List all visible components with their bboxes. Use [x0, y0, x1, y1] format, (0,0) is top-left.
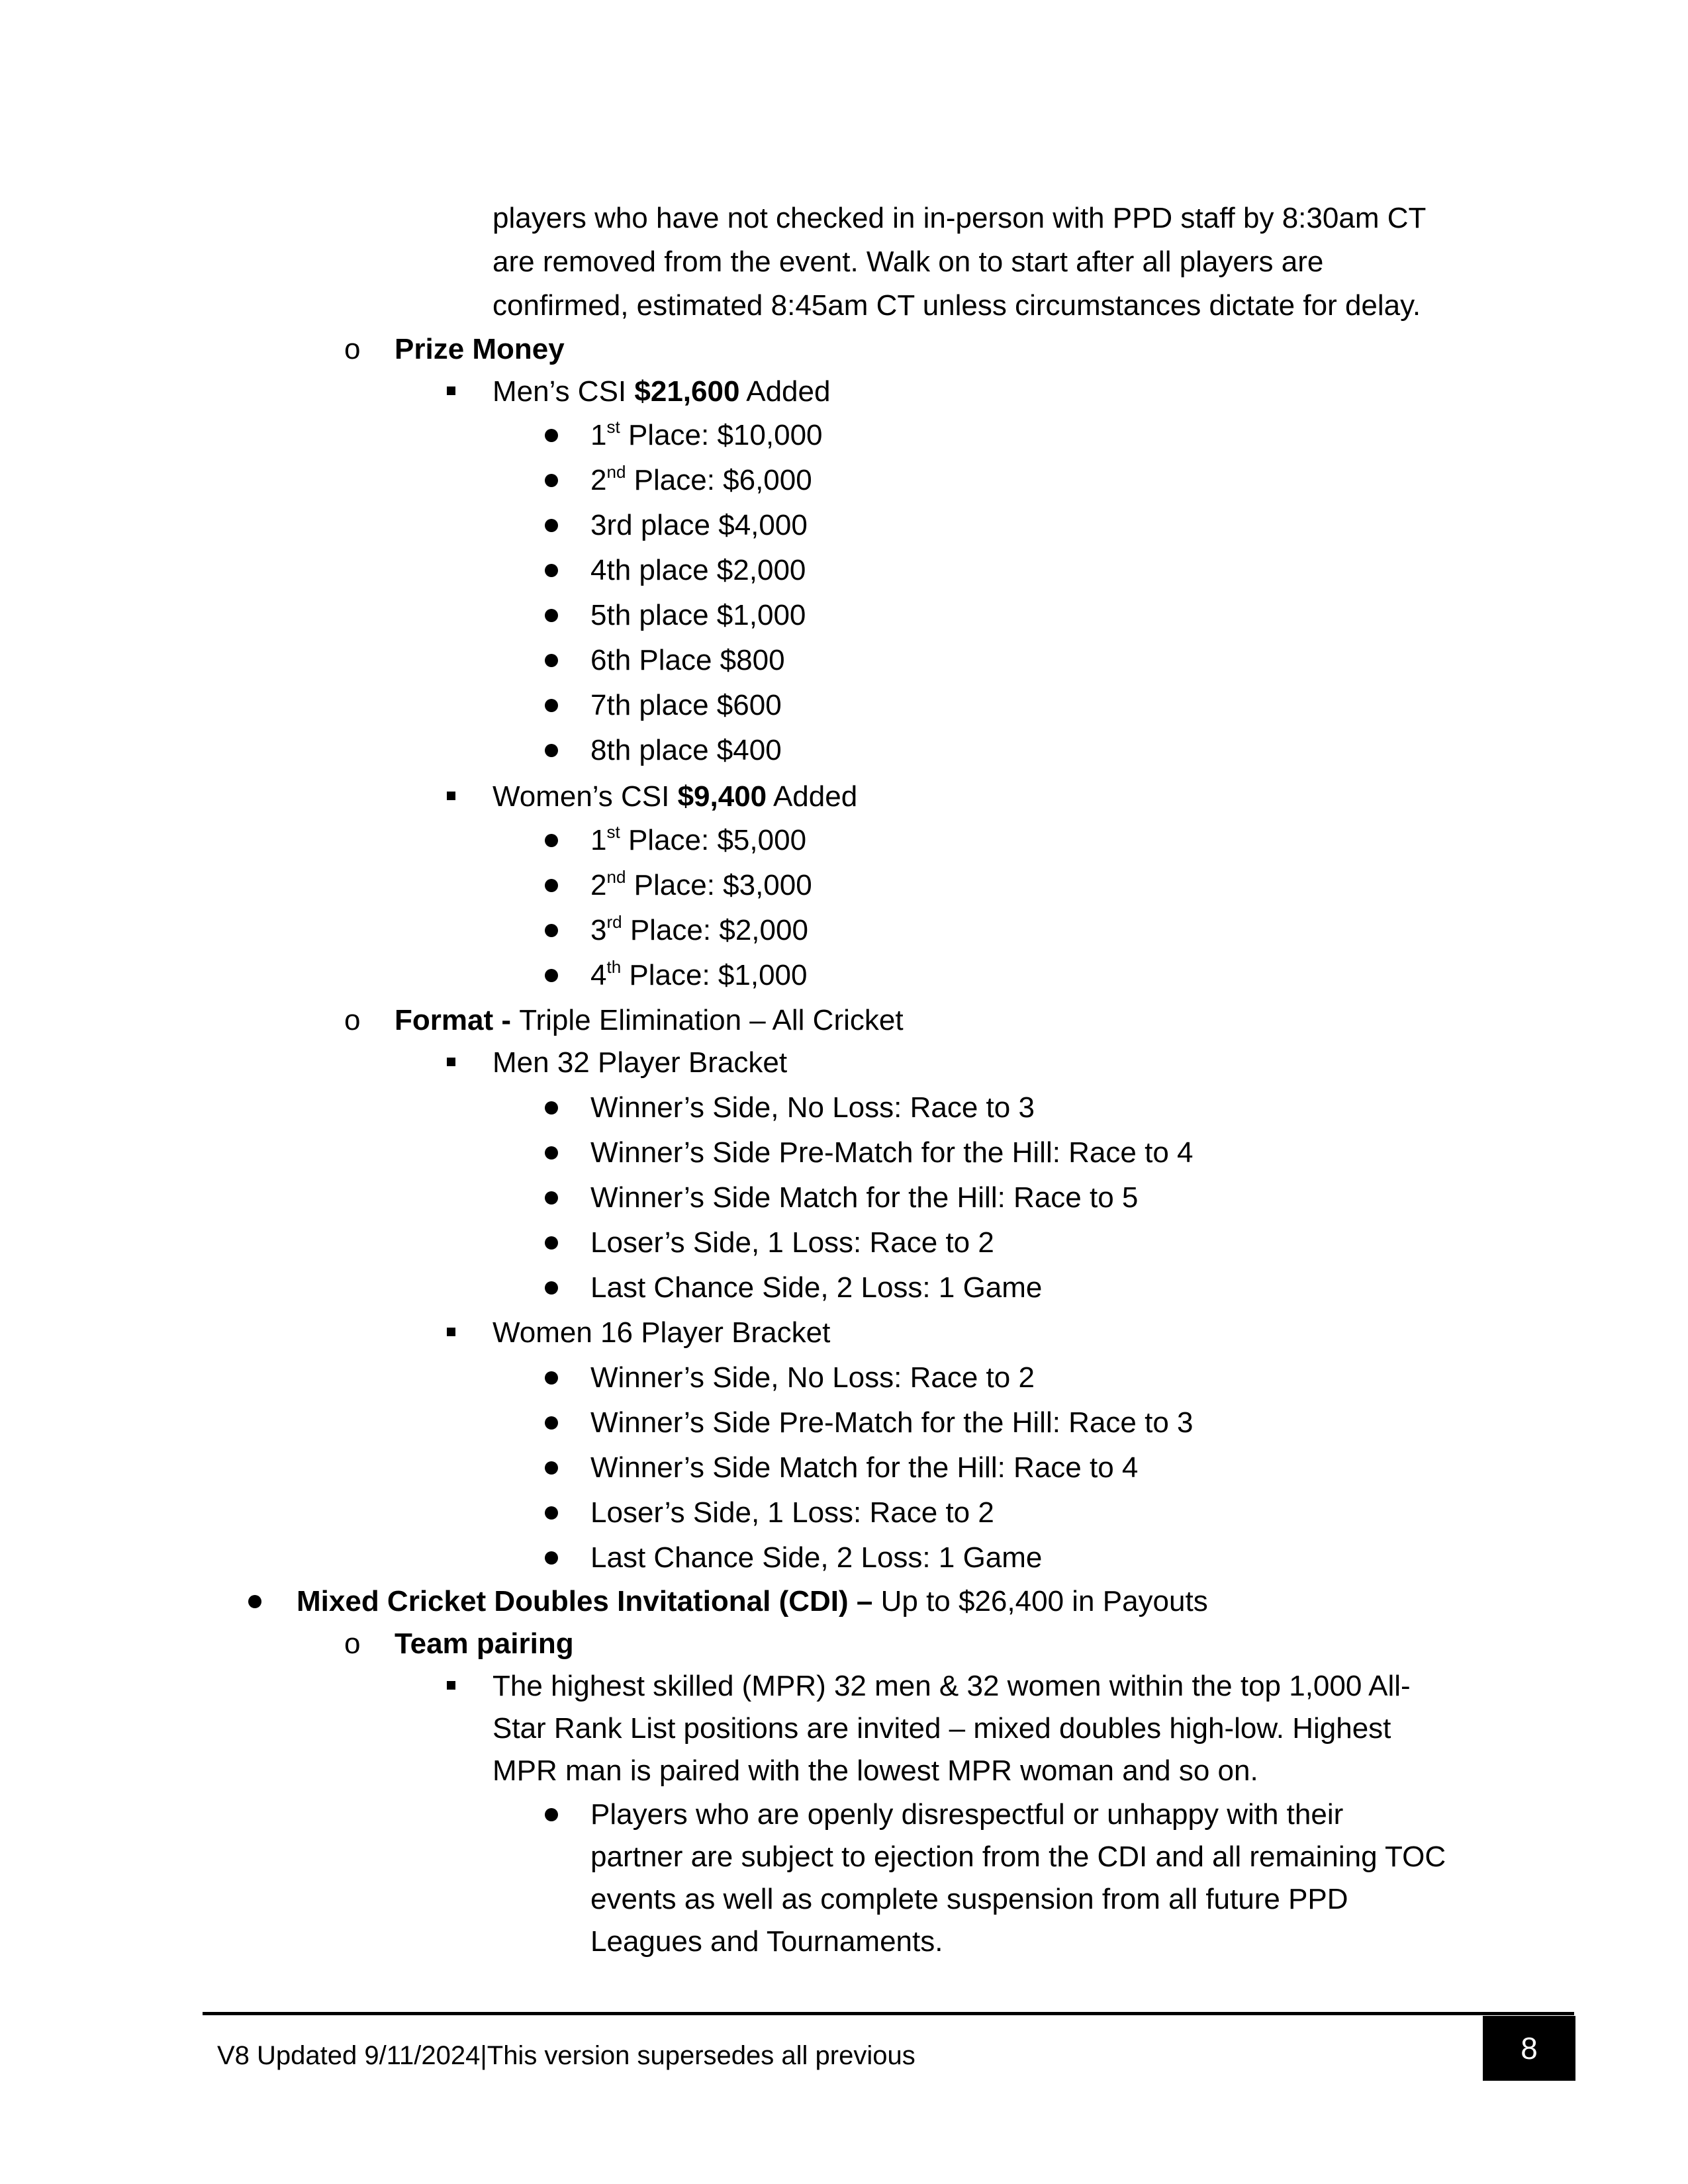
place-number: 1: [590, 824, 607, 856]
place-suffix: nd: [606, 462, 626, 482]
bullet-icon: [545, 879, 558, 892]
bracket-item: Winner’s Side, No Loss: Race to 3: [590, 1091, 1035, 1124]
place-text: 4th place $2,000: [590, 554, 806, 586]
bullet-icon: [545, 1461, 558, 1475]
circle-bullet-icon: o: [344, 333, 361, 365]
mens-csi-suffix: Added: [739, 375, 831, 408]
bullet-icon: [248, 1595, 261, 1608]
square-bullet-icon: [447, 387, 455, 395]
bullet-icon: [545, 1416, 558, 1430]
bullet-icon: [545, 1281, 558, 1295]
mens-csi-prefix: Men’s CSI: [492, 375, 635, 408]
prize-place: [590, 416, 823, 455]
bullet-icon: [545, 474, 558, 487]
women-bracket-title: Women 16 Player Bracket: [492, 1316, 831, 1349]
bullet-icon: [545, 564, 558, 577]
prize-place: [590, 551, 806, 590]
bullet-icon: [545, 924, 558, 937]
bracket-item: Loser’s Side, 1 Loss: Race to 2: [590, 1226, 994, 1259]
place-text: 3rd place $4,000: [590, 509, 808, 541]
footer-rule: [203, 2012, 1574, 2015]
mens-csi-line: [492, 372, 830, 412]
square-bullet-icon: [447, 1328, 455, 1336]
bullet-icon: [545, 1191, 558, 1205]
bullet-icon: [545, 1236, 558, 1250]
bracket-item: Winner’s Side Pre-Match for the Hill: Race to 4: [590, 1136, 1194, 1169]
team-pairing-note: events as well as complete suspension from all future PPD: [590, 1883, 1348, 1915]
bullet-icon: [545, 969, 558, 982]
place-suffix: nd: [606, 867, 626, 887]
team-pairing-note: partner are subject to ejection from the CDI and all remaining TOC: [590, 1841, 1446, 1873]
circle-bullet-icon: o: [344, 1627, 361, 1660]
womens-csi-suffix: Added: [767, 780, 858, 813]
men-bracket-title: Men 32 Player Bracket: [492, 1046, 788, 1079]
bracket-item: Winner’s Side Pre-Match for the Hill: Race to 3: [590, 1406, 1194, 1439]
bullet-icon: [545, 654, 558, 667]
prize-place: [590, 686, 782, 725]
team-pairing-note: Leagues and Tournaments.: [590, 1925, 943, 1958]
place-text: Place: $5,000: [620, 824, 807, 856]
bullet-icon: [545, 1551, 558, 1565]
bullet-icon: [545, 609, 558, 622]
footer-text: V8 Updated 9/11/2024|This version supersedes all previous: [217, 2041, 915, 2070]
place-text: 6th Place $800: [590, 644, 785, 676]
bullet-icon: [545, 1146, 558, 1160]
intro-line: players who have not checked in in-person with PPD staff by 8:30am CT: [492, 202, 1427, 234]
place-text: Place: $1,000: [621, 959, 808, 991]
intro-line: are removed from the event. Walk on to start after all players are: [492, 246, 1324, 278]
prize-place: [590, 821, 806, 860]
prize-place: [590, 956, 808, 995]
place-text: 7th place $600: [590, 689, 782, 721]
womens-csi-amount: $9,400: [677, 780, 767, 813]
team-pairing-desc: The highest skilled (MPR) 32 men & 32 women within the top 1,000 All-: [492, 1670, 1411, 1702]
bracket-item: Winner’s Side Match for the Hill: Race to 4: [590, 1451, 1139, 1484]
intro-line: confirmed, estimated 8:45am CT unless circumstances dictate for delay.: [492, 289, 1421, 322]
square-bullet-icon: [447, 1058, 455, 1066]
cdi-line: [297, 1582, 1208, 1621]
bracket-item: Loser’s Side, 1 Loss: Race to 2: [590, 1496, 994, 1529]
bullet-icon: [545, 744, 558, 757]
place-number: 2: [590, 869, 607, 901]
format-text: Triple Elimination – All Cricket: [519, 1004, 904, 1036]
circle-bullet-icon: o: [344, 1004, 361, 1036]
prize-money-heading: Prize Money: [395, 333, 565, 365]
place-suffix: th: [606, 957, 622, 977]
format-heading: Format -: [395, 1004, 520, 1036]
cdi-title: Mixed Cricket Doubles Invitational (CDI) –: [297, 1585, 873, 1617]
place-text: 5th place $1,000: [590, 599, 806, 631]
place-text: 8th place $400: [590, 734, 782, 766]
prize-place: [590, 641, 785, 680]
bullet-icon: [545, 1101, 558, 1115]
place-number: 4: [590, 959, 607, 991]
place-suffix: rd: [606, 912, 622, 932]
format-line: [395, 1001, 904, 1040]
place-text: Place: $6,000: [626, 464, 812, 496]
place-text: Place: $3,000: [626, 869, 812, 901]
bullet-icon: [545, 519, 558, 532]
bracket-item: Winner’s Side, No Loss: Race to 2: [590, 1361, 1035, 1394]
team-pairing-desc: MPR man is paired with the lowest MPR woman and so on.: [492, 1754, 1258, 1787]
place-text: Place: $10,000: [620, 419, 823, 451]
bracket-item: Last Chance Side, 2 Loss: 1 Game: [590, 1271, 1043, 1304]
prize-place: [590, 596, 806, 635]
womens-csi-prefix: Women’s CSI: [492, 780, 678, 813]
prize-place: [590, 911, 808, 950]
prize-place: [590, 506, 808, 545]
womens-csi-line: [492, 777, 857, 817]
prize-place: [590, 731, 782, 770]
page-number: 8: [1483, 2016, 1575, 2081]
bullet-icon: [545, 1506, 558, 1520]
square-bullet-icon: [447, 792, 455, 800]
bullet-icon: [545, 699, 558, 712]
team-pairing-heading: Team pairing: [395, 1627, 574, 1660]
place-suffix: st: [606, 822, 620, 842]
bullet-icon: [545, 1808, 558, 1821]
place-number: 3: [590, 914, 607, 946]
place-text: Place: $2,000: [622, 914, 808, 946]
mens-csi-amount: $21,600: [634, 375, 740, 408]
place-suffix: st: [606, 417, 620, 437]
bracket-item: Last Chance Side, 2 Loss: 1 Game: [590, 1541, 1043, 1574]
cdi-text: Up to $26,400 in Payouts: [872, 1585, 1208, 1617]
place-number: 2: [590, 464, 607, 496]
bullet-icon: [545, 429, 558, 442]
team-pairing-note: Players who are openly disrespectful or unhappy with their: [590, 1798, 1344, 1831]
bullet-icon: [545, 1371, 558, 1385]
square-bullet-icon: [447, 1681, 455, 1690]
team-pairing-desc: Star Rank List positions are invited – mixed doubles high-low. Highest: [492, 1712, 1391, 1745]
bracket-item: Winner’s Side Match for the Hill: Race to 5: [590, 1181, 1139, 1214]
prize-place: [590, 866, 812, 905]
bullet-icon: [545, 834, 558, 847]
prize-place: [590, 461, 812, 500]
place-number: 1: [590, 419, 607, 451]
